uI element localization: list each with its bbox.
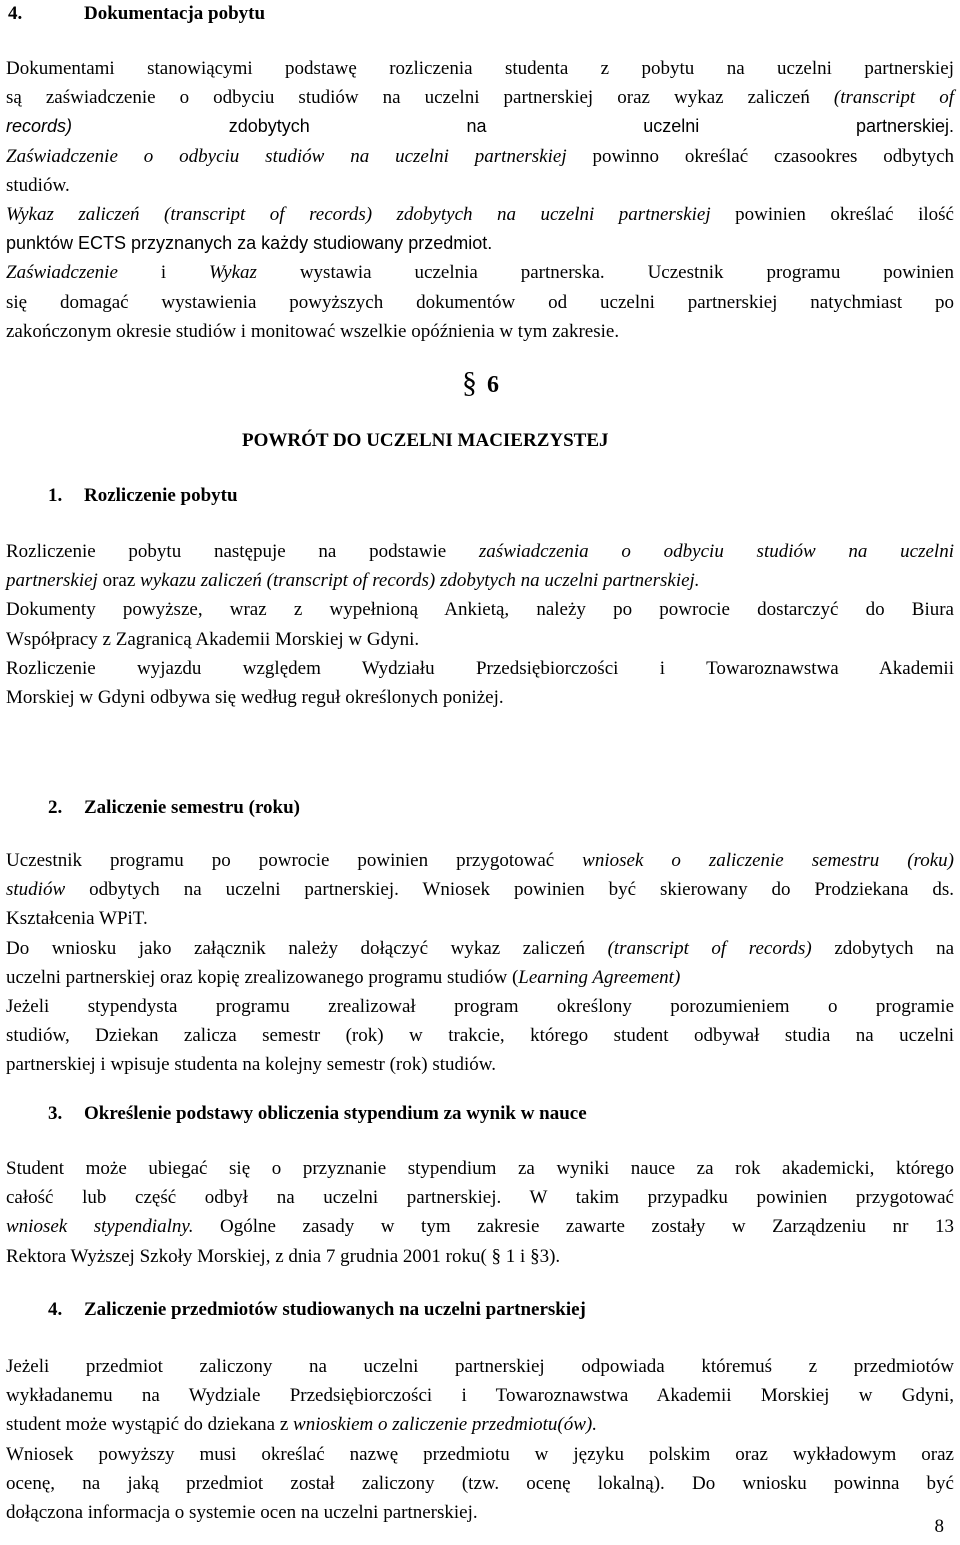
- text-run: i: [117, 262, 210, 284]
- page-number: 8: [934, 1516, 944, 1537]
- text-run: Jeżeli stypendysta programu zrealizował program określony porozumieniem o programie: [6, 995, 954, 1017]
- text-run: punktów ECTS przyznanych za każdy studiowany przedmiot.: [6, 233, 493, 254]
- text-line: [6, 875, 954, 904]
- text-line: [6, 1050, 954, 1079]
- text-line: [6, 1381, 954, 1410]
- text-line: [6, 83, 954, 112]
- italic-text: wykazu zaliczeń (transcript of records) zdobytych na uczelni partnerskiej.: [140, 570, 700, 592]
- text-run: Student może ubiegać się o przyznanie stypendium za wyniki nauce za rok akademicki, którego: [6, 1158, 954, 1179]
- italic-text: Wykaz zaliczeń (transcript of records) zdobytych na uczelni partnerskiej: [6, 203, 711, 225]
- section-heading-1: [6, 484, 238, 508]
- text-line: [6, 142, 954, 171]
- text-run: wykładanemu na Wydziale Przedsiębiorczości i Towaroznawstwa Akademii Morskiej w Gdyni,: [6, 1385, 954, 1407]
- italic-text: zaświadczenia o odbyciu studiów na uczelni: [478, 541, 954, 562]
- text-line: [6, 1440, 954, 1469]
- italic-text: (transcript of: [833, 87, 954, 109]
- text-line: [6, 1469, 954, 1498]
- settlement-paragraph: [6, 537, 954, 712]
- text-line: [6, 288, 954, 317]
- text-run: Uczestnik programu po powrocie powinien przygotować: [6, 850, 583, 871]
- text-run: Współpracy z Zagranicą Akademii Morskiej w Gdyni.: [6, 628, 420, 650]
- italic-text: Zaświadczenie o odbyciu studiów na uczelni partnerskiej: [6, 145, 567, 167]
- text-line: [6, 683, 954, 712]
- text-run: Wniosek powyższy musi określać nazwę przedmiotu w języku polskim oraz wykładowym oraz: [6, 1443, 954, 1465]
- italic-text: wniosek stypendialny.: [6, 1216, 194, 1238]
- text-line: [6, 1242, 954, 1271]
- section-title: Rozliczenie pobytu: [84, 485, 238, 506]
- text-run: Dokumenty powyższe, wraz z wypełnioną Ankietą, należy po powrocie dostarczyć do Biura: [6, 599, 954, 621]
- text-run: Kształcenia WPiT.: [6, 908, 148, 930]
- text-run: student może wystąpić do dziekana z: [6, 1414, 294, 1436]
- text-line: [6, 654, 954, 683]
- text-line: [6, 171, 954, 200]
- text-run: odbytych na uczelni partnerskiej. Wniosek powinien być skierowany do Prodziekana ds.: [65, 879, 954, 901]
- italic-text: wnioskiem o zaliczenie przedmiotu(ów).: [293, 1414, 597, 1436]
- italic-text: partnerskiej: [6, 570, 98, 592]
- text-run: dołączona informacja o systemie ocen na uczelni partnerskiej.: [6, 1501, 478, 1523]
- text-run: zdobytych na: [811, 937, 954, 959]
- section-number: 1.: [48, 485, 63, 506]
- text-run: partnerskiej i wpisuje studenta na kolejny semestr (rok) studiów.: [6, 1054, 497, 1076]
- text-line: [6, 537, 954, 566]
- section-sign: §: [462, 366, 477, 399]
- section-title: Określenie podstawy obliczenia stypendium za wynik w nauce: [84, 1103, 587, 1124]
- text-run: Do wniosku jako załącznik należy dołączyć wykaz zaliczeń: [6, 937, 608, 959]
- text-line: [6, 1021, 954, 1050]
- text-run: zdobytych na uczelni partnerskiej.: [72, 116, 954, 137]
- text-run: powinno określać czasookres odbytych: [566, 145, 955, 167]
- text-line: [6, 1410, 954, 1439]
- text-line: [6, 904, 954, 933]
- courses-paragraph: [6, 1352, 954, 1527]
- text-run: powinien określać ilość: [710, 203, 954, 225]
- italic-text: (transcript of records): [607, 937, 812, 959]
- paragraph-number: 6: [487, 372, 499, 398]
- text-run: Rozliczenie wyjazdu względem Wydziału Przedsiębiorczości i Towaroznawstwa Akademii: [6, 657, 954, 679]
- italic-text: Wykaz: [209, 262, 257, 284]
- text-line: [6, 963, 954, 992]
- section-number: 4.: [8, 3, 23, 24]
- text-run: się domagać wystawienia powyższych dokumentów od uczelni partnerskiej natychmiast po: [6, 291, 954, 313]
- scholarship-paragraph: [6, 1154, 954, 1271]
- text-line: [6, 595, 954, 624]
- italic-text: wniosek o zaliczenie semestru (roku): [582, 850, 954, 871]
- return-title: POWRÓT DO UCZELNI MACIERZYSTEJ: [242, 430, 609, 451]
- text-run: Uczestnik programu powinien: [647, 262, 954, 284]
- italic-text: records): [6, 116, 73, 137]
- italic-text: studiów: [6, 879, 66, 901]
- text-line: [6, 1212, 954, 1241]
- intro-paragraph: [6, 54, 954, 346]
- text-run: uczelni partnerskiej oraz kopię zrealizowanego programu studiów (: [6, 966, 519, 988]
- text-run: ocenę, na jaką przedmiot został zaliczony (tzw. ocenę lokalną). Do wniosku powinna być: [6, 1472, 954, 1494]
- section-number: 3.: [48, 1103, 63, 1124]
- section-title: Zaliczenie przedmiotów studiowanych na uczelni partnerskiej: [84, 1299, 586, 1320]
- text-run: Morskiej w Gdyni odbywa się według reguł określonych poniżej.: [6, 686, 504, 708]
- text-line: [6, 200, 954, 229]
- semester-paragraph: [6, 846, 954, 1080]
- text-run: Dokumentami stanowiącymi podstawę rozliczenia studenta z pobytu na uczelni partnerskiej: [6, 58, 954, 79]
- text-line: [6, 846, 954, 875]
- document-page: [6, 0, 954, 1545]
- italic-text: Zaświadczenie: [6, 262, 118, 284]
- paragraph-sign: [462, 368, 499, 400]
- text-run: studiów, Dziekan zalicza semestr (rok) w trakcie, którego student odbywał studia na uczelni: [6, 1025, 954, 1047]
- text-line: [6, 566, 954, 595]
- text-line: [6, 1352, 954, 1381]
- section-heading-3: [6, 1102, 587, 1126]
- text-line: [6, 1154, 954, 1183]
- text-line: [6, 1498, 954, 1527]
- text-line: [6, 1183, 954, 1212]
- italic-text: Learning Agreement): [518, 966, 681, 988]
- section-heading-2: [6, 796, 300, 820]
- text-run: Ogólne zasady w tym zakresie zawarte zostały w Zarządzeniu nr 13: [193, 1216, 954, 1238]
- text-line: [6, 317, 954, 346]
- text-line: [6, 229, 954, 258]
- text-run: Jeżeli przedmiot zaliczony na uczelni partnerskiej odpowiada któremuś z przedmiotów: [6, 1356, 954, 1377]
- text-line: [6, 54, 954, 83]
- text-line: [6, 258, 954, 287]
- text-line: [6, 934, 954, 963]
- section-number: 2.: [48, 797, 63, 818]
- text-run: całość lub część odbył na uczelni partnerskiej. W takim przypadku powinien przygotować: [6, 1187, 954, 1209]
- text-run: studiów.: [6, 174, 70, 196]
- text-run: są zaświadczenie o odbyciu studiów na uczelni partnerskiej oraz wykaz zaliczeń: [6, 87, 834, 109]
- text-run: wystawia uczelnia partnerska.: [256, 262, 605, 284]
- text-run: Rozliczenie pobytu następuje na podstawie: [6, 541, 479, 562]
- text-run: oraz: [97, 570, 141, 592]
- text-line: [6, 625, 954, 654]
- section-title: Dokumentacja pobytu: [84, 3, 266, 24]
- section-heading-4-courses: [6, 1298, 586, 1322]
- section-title: Zaliczenie semestru (roku): [84, 797, 300, 818]
- section-number: 4.: [48, 1299, 63, 1320]
- text-line: [6, 992, 954, 1021]
- text-run: zakończonym okresie studiów i monitować wszelkie opóźnienia w tym zakresie.: [6, 320, 620, 342]
- section-heading-4-documentation: [6, 2, 265, 26]
- text-run: Rektora Wyższej Szkoły Morskiej, z dnia 7 grudnia 2001 roku( § 1 i §3).: [6, 1245, 561, 1267]
- text-line: [6, 112, 954, 141]
